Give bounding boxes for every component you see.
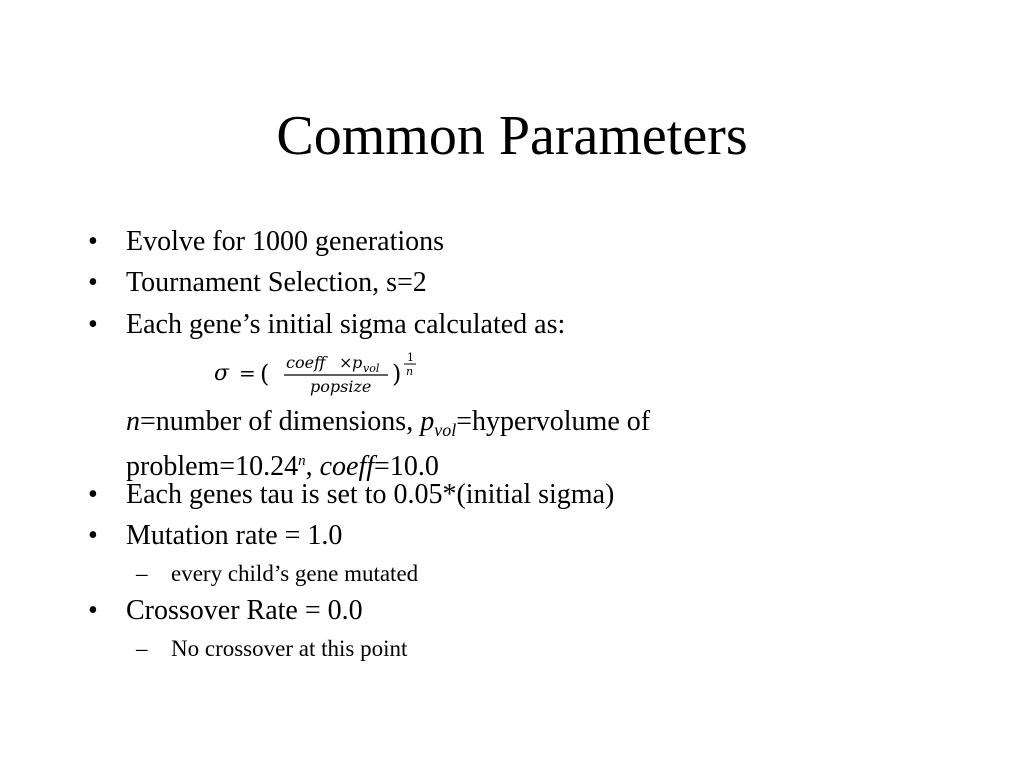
sub-bullet-marker: – (136, 561, 148, 586)
formula-times: × (339, 353, 353, 372)
bullet-tau: Each genes tau is set to 0.05*(initial sigma) (126, 479, 615, 510)
def-coeff-desc: =10.0 (374, 451, 439, 482)
bullet-initial-sigma: Each gene’s initial sigma calculated as: (126, 309, 566, 340)
def-n-desc: =number of dimensions, (140, 406, 421, 437)
formula-numerator-p: p (352, 353, 363, 372)
bullet-marker: • (88, 595, 98, 626)
def-n: n (126, 406, 140, 437)
bullet-marker: • (88, 267, 98, 298)
bullet-marker: • (88, 479, 98, 510)
formula-sigma: σ (214, 361, 230, 386)
sub-bullet-no-crossover: No crossover at this point (171, 636, 408, 661)
def-p-exp: n (298, 453, 306, 469)
sub-bullet-marker: – (136, 636, 148, 661)
bullet-marker: • (88, 309, 98, 340)
bullet-marker: • (88, 520, 98, 551)
def-p-desc: =hypervolume of problem=10.24 (126, 406, 651, 482)
sub-bullet-every-child: every child’s gene mutated (171, 561, 419, 586)
bullet-mutation-rate: Mutation rate = 1.0 (126, 520, 343, 551)
formula-exp-num: 1 (407, 351, 414, 364)
parameter-definitions (126, 406, 786, 482)
bullet-tournament-selection: Tournament Selection, s=2 (126, 267, 427, 298)
slide-title: Common Parameters (276, 105, 748, 167)
formula-paren-left: ( (260, 360, 270, 388)
bullet-marker: • (88, 226, 98, 257)
formula-denominator: popsize (310, 377, 372, 396)
def-p: p (420, 406, 435, 437)
sigma-formula (212, 348, 462, 400)
def-p-sub: vol (434, 420, 457, 440)
bullet-crossover-rate: Crossover Rate = 0.0 (126, 595, 363, 626)
def-sep: , (305, 451, 320, 482)
bullet-evolve-generations: Evolve for 1000 generations (126, 226, 445, 257)
formula-equals: = (239, 361, 256, 385)
formula-paren-right: ) (392, 360, 402, 388)
def-coeff: coeff (319, 451, 375, 482)
formula-numerator-p-sub: vol (363, 362, 380, 375)
formula-numerator-coeff: coeff (286, 353, 326, 372)
formula-exp-den: n (406, 365, 414, 378)
